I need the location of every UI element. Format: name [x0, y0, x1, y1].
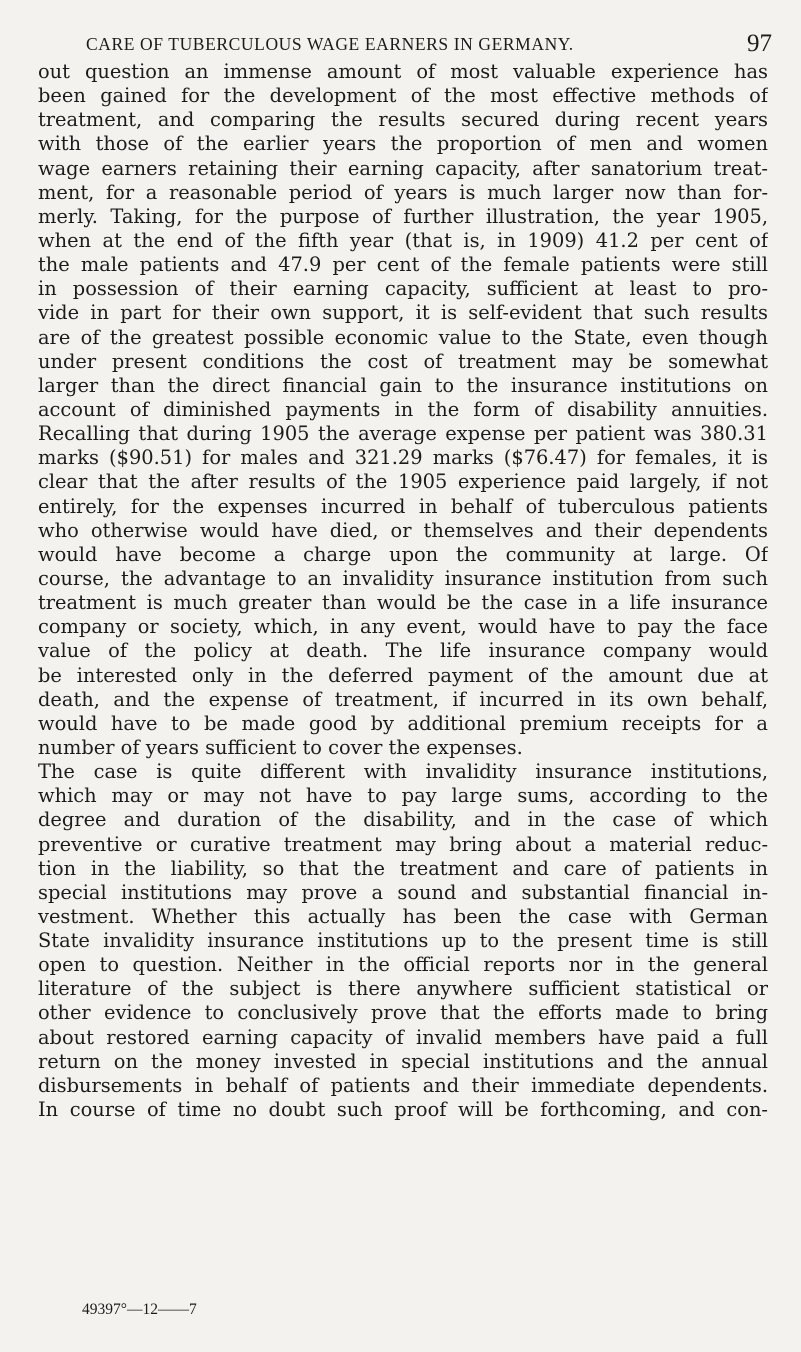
text-line: in possession of their earning capacity, sufficient at least to pro-	[38, 277, 768, 301]
text-line: preventive or curative treatment may bring about a material reduc-	[38, 832, 768, 856]
text-line: be interested only in the deferred payment of the amount due at	[38, 663, 768, 687]
text-line: value of the policy at death. The life insurance company would	[38, 639, 768, 663]
text-line: under present conditions the cost of treatment may be somewhat	[38, 349, 768, 373]
running-title: CARE OF TUBERCULOUS WAGE EARNERS IN GERMANY.	[86, 34, 574, 54]
text-line: company or society, which, in any event, would have to pay the face	[38, 615, 768, 639]
text-line: Recalling that during 1905 the average expense per patient was 380.31	[38, 422, 768, 446]
page-number: 97	[747, 30, 772, 57]
text-line: course, the advantage to an invalidity insurance institution from such	[38, 566, 768, 590]
text-line: other evidence to conclusively prove that the efforts made to bring	[38, 1001, 768, 1025]
printer-signature: 49397°—12——7	[82, 1301, 197, 1318]
text-line: ment, for a reasonable period of years is much larger now than for-	[38, 180, 768, 204]
text-line: open to question. Neither in the official reports nor in the general	[38, 953, 768, 977]
text-line: State invalidity insurance institutions up to the present time is still	[38, 929, 768, 953]
text-line: death, and the expense of treatment, if incurred in its own behalf,	[38, 687, 768, 711]
text-line: clear that the after results of the 1905 experience paid largely, if not	[38, 470, 768, 494]
running-head	[38, 30, 800, 60]
text-line: marks ($90.51) for males and 321.29 marks ($76.47) for females, it is	[38, 446, 768, 470]
text-line: vestment. Whether this actually has been the case with German	[38, 904, 768, 928]
text-line: number of years sufficient to cover the expenses.	[38, 735, 523, 759]
body-text	[38, 60, 768, 1122]
text-line: return on the money invested in special institutions and the annual	[38, 1049, 768, 1073]
text-line: The case is quite different with invalidity insurance institutions,	[38, 760, 768, 784]
text-line: disbursements in behalf of patients and their immediate dependents.	[38, 1073, 768, 1097]
text-line: out question an immense amount of most valuable experience has	[38, 60, 768, 83]
text-line: the male patients and 47.9 per cent of the female patients were still	[38, 253, 768, 277]
text-line: In course of time no doubt such proof will be forthcoming, and con-	[38, 1098, 768, 1122]
text-line: who otherwise would have died, or themselves and their dependents	[38, 518, 768, 542]
text-line: when at the end of the fifth year (that is, in 1909) 41.2 per cent of	[38, 228, 768, 252]
text-line: degree and duration of the disability, and in the case of which	[38, 808, 768, 832]
text-line: treatment is much greater than would be the case in a life insurance	[38, 591, 768, 615]
text-line: literature of the subject is there anywhere sufficient statistical or	[38, 977, 768, 1001]
text-line: are of the greatest possible economic value to the State, even though	[38, 325, 768, 349]
text-line: special institutions may prove a sound and substantial financial in-	[38, 880, 768, 904]
text-line: would have become a charge upon the community at large. Of	[38, 542, 768, 566]
text-line: merly. Taking, for the purpose of further illustration, the year 1905,	[38, 204, 768, 228]
text-line: with those of the earlier years the proportion of men and women	[38, 132, 768, 156]
text-line: vide in part for their own support, it is self-evident that such results	[38, 301, 768, 325]
text-line: wage earners retaining their earning capacity, after sanatorium treat-	[38, 156, 768, 180]
text-line: entirely, for the expenses incurred in behalf of tuberculous patients	[38, 494, 768, 518]
text-line: about restored earning capacity of invalid members have paid a full	[38, 1025, 768, 1049]
text-line: treatment, and comparing the results secured during recent years	[38, 108, 768, 132]
text-line: which may or may not have to pay large sums, according to the	[38, 784, 768, 808]
text-line: would have to be made good by additional premium receipts for a	[38, 711, 768, 735]
text-line: account of diminished payments in the form of disability annuities.	[38, 397, 768, 421]
text-line: larger than the direct financial gain to the insurance institutions on	[38, 373, 768, 397]
text-line: tion in the liability, so that the treatment and care of patients in	[38, 856, 768, 880]
text-line: been gained for the development of the most effective methods of	[38, 84, 768, 108]
